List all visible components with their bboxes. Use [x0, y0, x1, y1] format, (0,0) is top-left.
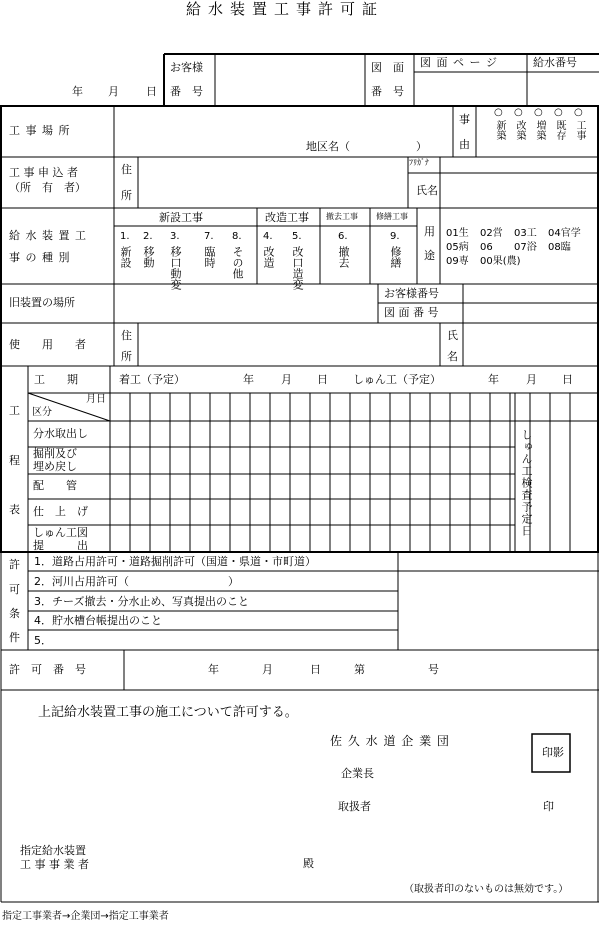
condition-item-3: 3．チーズ撤去・分水止め、写真提出のこと — [34, 595, 250, 608]
schedule-cell[interactable] — [451, 422, 469, 446]
schedule-cell[interactable] — [231, 526, 249, 551]
use-code[interactable]: 09専 — [446, 256, 469, 267]
schedule-cell[interactable] — [151, 448, 169, 473]
kind-option-1[interactable]: 新設 — [119, 246, 132, 268]
schedule-cell[interactable] — [331, 526, 349, 551]
customer-number-label-2: 番 号 — [170, 85, 203, 98]
schedule-cell[interactable] — [371, 475, 389, 498]
schedule-cell[interactable] — [211, 500, 229, 524]
month-day-header: 月日 — [86, 394, 106, 405]
supply-number-field[interactable] — [528, 73, 598, 105]
schedule-cell[interactable] — [211, 422, 229, 446]
schedule-cell[interactable] — [331, 475, 349, 498]
schedule-cell[interactable] — [131, 475, 149, 498]
owner-label: （所 有 者） — [9, 181, 86, 194]
schedule-cell[interactable] — [231, 475, 249, 498]
use-code[interactable]: 03工 — [514, 228, 537, 239]
use-code[interactable]: 00果(農) — [480, 256, 521, 267]
schedule-cell[interactable] — [491, 422, 509, 446]
form-title: 給水装置工事許可証 — [186, 0, 385, 18]
permit-month: 月 — [262, 663, 273, 676]
use-code[interactable]: 08臨 — [548, 242, 571, 253]
schedule-cell[interactable] — [231, 422, 249, 446]
kind-number-5: 8. — [232, 231, 242, 242]
schedule-cell[interactable] — [351, 422, 369, 446]
schedule-cell[interactable] — [311, 422, 329, 446]
schedule-cell[interactable] — [131, 526, 149, 551]
start-month: 月 — [281, 373, 292, 386]
schedule-cell[interactable] — [191, 475, 209, 498]
reason-option-1[interactable]: 新築 — [494, 120, 505, 140]
schedule-cell[interactable] — [411, 526, 429, 551]
applicant-label: 工 事 申 込 者 — [9, 166, 78, 179]
user-address-label-1: 住 — [121, 329, 132, 342]
date-month-label: 月 — [108, 85, 119, 98]
inspection-date-label: しゅん工検査予定日 — [520, 429, 533, 537]
row-excavation: 掘削及び — [33, 447, 77, 460]
reason-checkbox-icon[interactable]: ○ — [514, 107, 523, 118]
schedule-cell[interactable] — [111, 448, 129, 473]
schedule-cell[interactable] — [351, 526, 369, 551]
condition-item-2: 2．河川占用許可（ ） — [34, 575, 239, 588]
schedule-cell[interactable] — [491, 448, 509, 473]
contractor-label-1: 指定給水装置 — [20, 844, 86, 857]
schedule-cell[interactable] — [311, 526, 329, 551]
permit-number-suffix: 号 — [428, 663, 439, 676]
user-address-field[interactable] — [139, 324, 439, 365]
schedule-cell[interactable] — [171, 448, 189, 473]
schedule-cell[interactable] — [331, 500, 349, 524]
schedule-cell[interactable] — [171, 500, 189, 524]
kind-number-8: 6. — [338, 231, 348, 242]
schedule-cell[interactable] — [251, 448, 269, 473]
permit-number-label: 許 可 番 号 — [9, 663, 86, 676]
schedule-cell[interactable] — [271, 448, 289, 473]
schedule-cell[interactable] — [271, 422, 289, 446]
supply-number-label: 給水番号 — [533, 56, 577, 69]
schedule-cell[interactable] — [491, 475, 509, 498]
row-submission: 提 出 — [33, 539, 88, 552]
user-label: 使 用 者 — [9, 338, 86, 351]
schedule-cell[interactable] — [411, 422, 429, 446]
schedule-cell[interactable] — [191, 448, 209, 473]
schedule-cell[interactable] — [431, 526, 449, 551]
schedule-cell[interactable] — [431, 475, 449, 498]
kind-option-2[interactable]: 移動 — [142, 246, 155, 268]
customer-number-field[interactable] — [216, 55, 364, 105]
schedule-cell[interactable] — [131, 422, 149, 446]
organization-name: 佐 久 水 道 企 業 団 — [330, 734, 450, 748]
permit-day: 日 — [310, 663, 321, 676]
conditions-side-3: 条 — [9, 607, 20, 620]
use-label-1: 用 — [424, 225, 435, 238]
dono-label: 殿 — [303, 857, 314, 870]
drawing-number-label-2: 番 号 — [371, 85, 404, 98]
schedule-cell[interactable] — [271, 526, 289, 551]
schedule-cell[interactable] — [191, 422, 209, 446]
schedule-cell[interactable] — [431, 422, 449, 446]
schedule-cell[interactable] — [291, 475, 309, 498]
schedule-cell[interactable] — [251, 500, 269, 524]
kind-option-7[interactable]: 改口造変 — [291, 246, 304, 290]
schedule-cell[interactable] — [191, 500, 209, 524]
kind-option-9[interactable]: 修繕 — [389, 246, 402, 268]
contractor-label-2: 工 事 事 業 者 — [20, 858, 89, 871]
applicant-address-field[interactable] — [139, 158, 407, 207]
finish-month: 月 — [526, 373, 537, 386]
period-label: 工 期 — [34, 373, 78, 386]
schedule-cell[interactable] — [251, 475, 269, 498]
kind-option-5[interactable]: その他 — [231, 246, 244, 279]
schedule-cell[interactable] — [471, 422, 489, 446]
use-label-2: 途 — [424, 249, 435, 262]
reason-checkbox-icon[interactable]: ○ — [494, 107, 503, 118]
schedule-cell[interactable] — [451, 448, 469, 473]
use-code[interactable]: 05病 — [446, 242, 469, 253]
row-completion-drawing: しゅん工図 — [33, 526, 88, 539]
use-code[interactable]: 02営 — [480, 228, 503, 239]
kind-label-2: 事 の 種 別 — [9, 251, 71, 264]
site-label: 工 事 場 所 — [9, 124, 71, 137]
finish-year: 年 — [488, 373, 499, 386]
schedule-cell[interactable] — [471, 475, 489, 498]
schedule-cell[interactable] — [271, 475, 289, 498]
schedule-cell[interactable] — [391, 500, 409, 524]
schedule-cell[interactable] — [111, 475, 129, 498]
schedule-cell[interactable] — [371, 500, 389, 524]
user-name-field[interactable] — [464, 324, 598, 365]
old-customer-number-label: お客様番号 — [384, 287, 439, 300]
user-address-label-2: 所 — [121, 350, 132, 363]
schedule-cell[interactable] — [171, 422, 189, 446]
kind-number-7: 5. — [292, 231, 302, 242]
kind-option-8[interactable]: 撤去 — [337, 246, 350, 268]
kind-number-9: 9. — [390, 231, 400, 242]
schedule-cell[interactable] — [411, 475, 429, 498]
chief-label: 企業長 — [341, 767, 374, 780]
schedule-cell[interactable] — [391, 475, 409, 498]
schedule-cell[interactable] — [351, 500, 369, 524]
old-location-field[interactable] — [115, 285, 377, 322]
category-repair: 修繕工事 — [376, 212, 408, 221]
reason-option-2[interactable]: 改築 — [514, 120, 525, 140]
kind-option-4[interactable]: 臨時 — [203, 246, 216, 268]
schedule-cell[interactable] — [411, 448, 429, 473]
schedule-cell[interactable] — [391, 448, 409, 473]
schedule-cell[interactable] — [371, 422, 389, 446]
schedule-cell[interactable] — [451, 475, 469, 498]
schedule-cell[interactable] — [131, 448, 149, 473]
start-year: 年 — [243, 373, 254, 386]
schedule-cell[interactable] — [291, 500, 309, 524]
schedule-cell[interactable] — [351, 448, 369, 473]
reason-checkbox-icon[interactable]: ○ — [554, 107, 563, 118]
district-label: 地区名（ ） — [306, 140, 427, 153]
schedule-cell[interactable] — [331, 422, 349, 446]
kind-option-6[interactable]: 改造 — [262, 246, 275, 268]
schedule-cell[interactable] — [451, 500, 469, 524]
schedule-cell[interactable] — [431, 448, 449, 473]
row-branch-intake: 分水取出し — [33, 427, 88, 440]
kind-number-6: 4. — [263, 231, 273, 242]
schedule-cell[interactable] — [251, 526, 269, 551]
schedule-cell[interactable] — [131, 500, 149, 524]
condition-item-4: 4．貯水槽台帳提出のこと — [34, 614, 162, 627]
reason-checkbox-icon[interactable]: ○ — [574, 107, 583, 118]
condition-item-1: 1．道路占用許可・道路掘削許可（国道・県道・市町道） — [34, 555, 316, 568]
reason-checkbox-icon[interactable]: ○ — [534, 107, 543, 118]
finish-label: しゅん工（予定） — [353, 373, 441, 386]
schedule-cell[interactable] — [391, 526, 409, 551]
schedule-side-2: 程 — [9, 454, 20, 467]
use-code[interactable]: 04官学 — [548, 228, 581, 239]
seal-impression-box: 印影 — [542, 746, 564, 759]
applicant-address-label-1: 住 — [121, 163, 132, 176]
schedule-cell[interactable] — [291, 422, 309, 446]
use-code[interactable]: 07浴 — [514, 242, 537, 253]
invalid-note: （取扱者印のないものは無効です。） — [404, 884, 569, 895]
kind-number-2: 2. — [143, 231, 153, 242]
schedule-cell[interactable] — [471, 526, 489, 551]
use-code[interactable]: 06 — [480, 242, 493, 253]
row-piping: 配 管 — [33, 479, 77, 492]
schedule-cell[interactable] — [271, 500, 289, 524]
schedule-cell[interactable] — [351, 475, 369, 498]
schedule-cell[interactable] — [171, 475, 189, 498]
kind-label: 給 水 装 置 工 — [9, 229, 87, 242]
schedule-cell[interactable] — [111, 526, 129, 551]
handler-label: 取扱者 — [338, 800, 371, 813]
drawing-page-label: 図 面 ペ ー ジ — [420, 56, 498, 69]
schedule-cell[interactable] — [451, 526, 469, 551]
permit-ordinal: 第 — [354, 663, 365, 676]
category-new: 新設工事 — [159, 211, 203, 224]
user-name-label-1: 氏 — [447, 329, 458, 342]
date-year-label: 年 — [72, 85, 83, 98]
user-name-label-2: 名 — [447, 350, 458, 363]
category-modify: 改造工事 — [265, 211, 309, 224]
schedule-cell[interactable] — [231, 448, 249, 473]
condition-item-5: 5． — [34, 634, 52, 647]
permit-year: 年 — [208, 663, 219, 676]
old-location-label: 旧装置の場所 — [9, 296, 75, 309]
schedule-cell[interactable] — [471, 448, 489, 473]
old-drawing-number-label: 図 面 番 号 — [384, 306, 439, 319]
kind-number-3: 3. — [170, 231, 180, 242]
seal-mark: 印 — [543, 800, 554, 813]
kind-number-4: 7. — [204, 231, 214, 242]
row-backfill: 埋め戻し — [33, 460, 77, 473]
drawing-number-label: 図 面 — [371, 61, 404, 74]
schedule-side-1: 工 — [9, 404, 20, 417]
date-day-label: 日 — [146, 85, 157, 98]
schedule-cell[interactable] — [251, 422, 269, 446]
schedule-cell[interactable] — [311, 448, 329, 473]
reason-option-5[interactable]: 工事 — [574, 120, 585, 140]
schedule-cell[interactable] — [391, 422, 409, 446]
schedule-cell[interactable] — [411, 500, 429, 524]
routing-note: 指定工事業者→企業団→指定工事業者 — [2, 911, 169, 922]
schedule-cell[interactable] — [291, 448, 309, 473]
finish-day: 日 — [562, 373, 573, 386]
reason-label-2: 由 — [459, 138, 470, 151]
schedule-cell[interactable] — [331, 448, 349, 473]
conditions-side-4: 件 — [9, 631, 20, 644]
conditions-side-1: 許 — [9, 558, 20, 571]
customer-number-label: お客様 — [170, 61, 203, 74]
schedule-cell[interactable] — [191, 526, 209, 551]
furigana-label: ﾌﾘｶﾞﾅ — [409, 158, 429, 167]
applicant-name-label: 氏名 — [416, 184, 438, 197]
reason-label-1: 事 — [459, 113, 470, 126]
schedule-cell[interactable] — [371, 526, 389, 551]
schedule-cell[interactable] — [211, 526, 229, 551]
applicant-address-label-2: 所 — [121, 189, 132, 202]
schedule-cell[interactable] — [431, 500, 449, 524]
use-code[interactable]: 01生 — [446, 228, 469, 239]
schedule-cell[interactable] — [491, 500, 509, 524]
permit-statement: 上記給水装置工事の施工について許可する。 — [38, 705, 298, 720]
schedule-cell[interactable] — [311, 475, 329, 498]
conditions-side-2: 可 — [9, 583, 20, 596]
schedule-cell[interactable] — [151, 475, 169, 498]
schedule-cell[interactable] — [111, 422, 129, 446]
row-finishing: 仕 上 げ — [33, 505, 88, 518]
schedule-cell[interactable] — [491, 526, 509, 551]
kind-option-3[interactable]: 移口動変 — [169, 246, 182, 290]
kind-number-1: 1. — [120, 231, 130, 242]
schedule-cell[interactable] — [211, 448, 229, 473]
reason-option-3[interactable]: 増築 — [534, 120, 545, 140]
schedule-side-3: 表 — [9, 503, 20, 516]
drawing-page-field[interactable] — [415, 73, 526, 105]
schedule-cell[interactable] — [171, 526, 189, 551]
schedule-cell[interactable] — [311, 500, 329, 524]
schedule-cell[interactable] — [471, 500, 489, 524]
schedule-cell[interactable] — [111, 500, 129, 524]
schedule-cell[interactable] — [211, 475, 229, 498]
schedule-cell[interactable] — [151, 422, 169, 446]
category-remove: 撤去工事 — [326, 212, 358, 221]
applicant-name-field[interactable] — [441, 174, 598, 207]
schedule-cell[interactable] — [151, 526, 169, 551]
schedule-cell[interactable] — [291, 526, 309, 551]
schedule-cell[interactable] — [151, 500, 169, 524]
schedule-cell[interactable] — [231, 500, 249, 524]
schedule-cell[interactable] — [371, 448, 389, 473]
division-header: 区分 — [32, 407, 52, 418]
reason-option-4[interactable]: 既存 — [554, 120, 565, 140]
start-day: 日 — [317, 373, 328, 386]
start-label: 着工（予定） — [119, 373, 185, 386]
